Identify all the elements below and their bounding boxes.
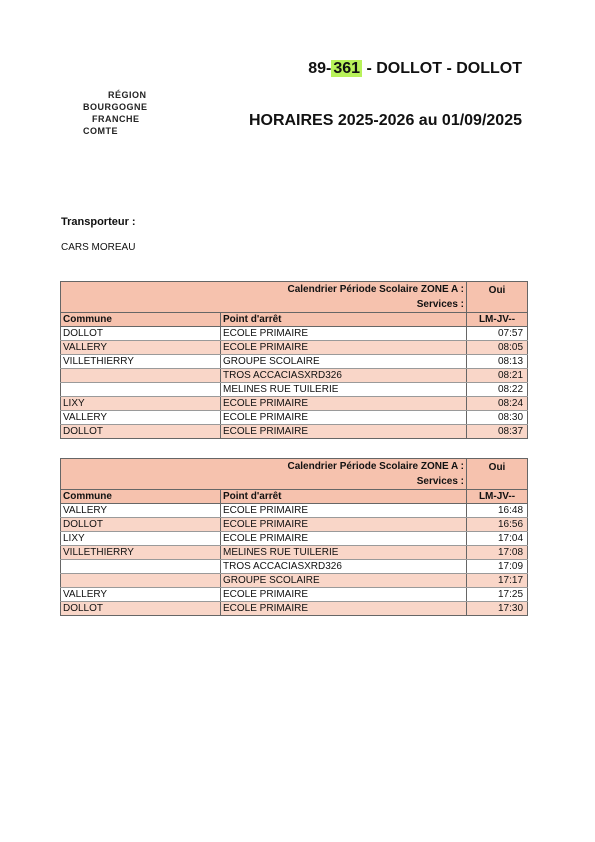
table-row	[61, 532, 528, 546]
time-cell: 17:08	[467, 546, 528, 560]
stop-cell: MELINES RUE TUILERIE	[221, 383, 467, 397]
time-cell: 08:37	[467, 425, 528, 439]
commune-cell: DOLLOT	[61, 518, 221, 532]
commune-cell: VALLERY	[61, 588, 221, 602]
time-cell: 17:17	[467, 574, 528, 588]
logo-line: RÉGION	[108, 90, 147, 100]
stop-cell: ECOLE PRIMAIRE	[221, 327, 467, 341]
table-row	[61, 504, 528, 518]
department-code: 89-	[308, 60, 332, 77]
stop-cell: ECOLE PRIMAIRE	[221, 518, 467, 532]
stop-cell: ECOLE PRIMAIRE	[221, 588, 467, 602]
commune-cell: VALLERY	[61, 504, 221, 518]
table-row	[61, 588, 528, 602]
line-title	[308, 60, 522, 78]
schedule-title: HORAIRES 2025-2026 au 01/09/2025	[248, 112, 522, 129]
logo-line: BOURGOGNE	[83, 102, 148, 112]
time-cell: 17:25	[467, 588, 528, 602]
stop-cell: ECOLE PRIMAIRE	[221, 532, 467, 546]
time-cell: 17:09	[467, 560, 528, 574]
column-header-commune: Commune	[61, 490, 221, 504]
table-row	[61, 397, 528, 411]
stop-cell: ECOLE PRIMAIRE	[221, 504, 467, 518]
table-row	[61, 546, 528, 560]
stop-cell: ECOLE PRIMAIRE	[221, 411, 467, 425]
commune-cell: DOLLOT	[61, 425, 221, 439]
stop-cell: ECOLE PRIMAIRE	[221, 341, 467, 355]
time-cell: 07:57	[467, 327, 528, 341]
stop-cell: TROS ACCACIASXRD326	[221, 560, 467, 574]
column-header-stop: Point d'arrêt	[221, 313, 467, 327]
commune-cell: VALLERY	[61, 411, 221, 425]
stop-cell: ECOLE PRIMAIRE	[221, 602, 467, 616]
table-row	[61, 327, 528, 341]
commune-cell: LIXY	[61, 397, 221, 411]
carrier-label: Transporteur :	[61, 216, 136, 228]
time-cell: 17:30	[467, 602, 528, 616]
time-cell: 08:21	[467, 369, 528, 383]
column-header-stop: Point d'arrêt	[221, 490, 467, 504]
stop-cell: ECOLE PRIMAIRE	[221, 425, 467, 439]
stop-cell: ECOLE PRIMAIRE	[221, 397, 467, 411]
commune-cell	[61, 383, 221, 397]
table-row	[61, 602, 528, 616]
table-row	[61, 574, 528, 588]
commune-cell: VILLETHIERRY	[61, 355, 221, 369]
time-cell: 16:56	[467, 518, 528, 532]
column-header-commune: Commune	[61, 313, 221, 327]
table-row	[61, 518, 528, 532]
table-row	[61, 383, 528, 397]
column-header-days: LM-JV--	[467, 490, 528, 504]
stop-cell: MELINES RUE TUILERIE	[221, 546, 467, 560]
stop-cell: GROUPE SCOLAIRE	[221, 355, 467, 369]
table-row	[61, 560, 528, 574]
calendar-value: Oui	[467, 459, 528, 476]
table-row	[61, 341, 528, 355]
commune-cell: VILLETHIERRY	[61, 546, 221, 560]
calendar-label: Calendrier Période Scolaire ZONE A :	[61, 282, 467, 299]
time-cell: 08:05	[467, 341, 528, 355]
region-logo	[82, 89, 148, 137]
services-value	[467, 475, 528, 490]
services-label: Services :	[61, 475, 467, 490]
table-row	[61, 369, 528, 383]
stop-cell: GROUPE SCOLAIRE	[221, 574, 467, 588]
commune-cell	[61, 560, 221, 574]
table-row	[61, 355, 528, 369]
services-value	[467, 298, 528, 313]
time-cell: 08:13	[467, 355, 528, 369]
time-cell: 17:04	[467, 532, 528, 546]
commune-cell: DOLLOT	[61, 602, 221, 616]
time-cell: 08:30	[467, 411, 528, 425]
carrier-name: CARS MOREAU	[61, 242, 136, 253]
time-cell: 08:24	[467, 397, 528, 411]
commune-cell: VALLERY	[61, 341, 221, 355]
calendar-value: Oui	[467, 282, 528, 299]
line-number-highlight: 361	[333, 60, 361, 77]
afternoon-timetable	[60, 458, 528, 616]
column-header-days: LM-JV--	[467, 313, 528, 327]
calendar-label: Calendrier Période Scolaire ZONE A :	[61, 459, 467, 476]
commune-cell	[61, 369, 221, 383]
morning-timetable	[60, 281, 528, 439]
services-label: Services :	[61, 298, 467, 313]
time-cell: 08:22	[467, 383, 528, 397]
commune-cell: LIXY	[61, 532, 221, 546]
stop-cell: TROS ACCACIASXRD326	[221, 369, 467, 383]
time-cell: 16:48	[467, 504, 528, 518]
table-row	[61, 411, 528, 425]
logo-line: COMTE	[83, 126, 118, 136]
route-name: - DOLLOT - DOLLOT	[362, 60, 522, 77]
commune-cell: DOLLOT	[61, 327, 221, 341]
logo-line: FRANCHE	[92, 114, 140, 124]
table-row	[61, 425, 528, 439]
commune-cell	[61, 574, 221, 588]
